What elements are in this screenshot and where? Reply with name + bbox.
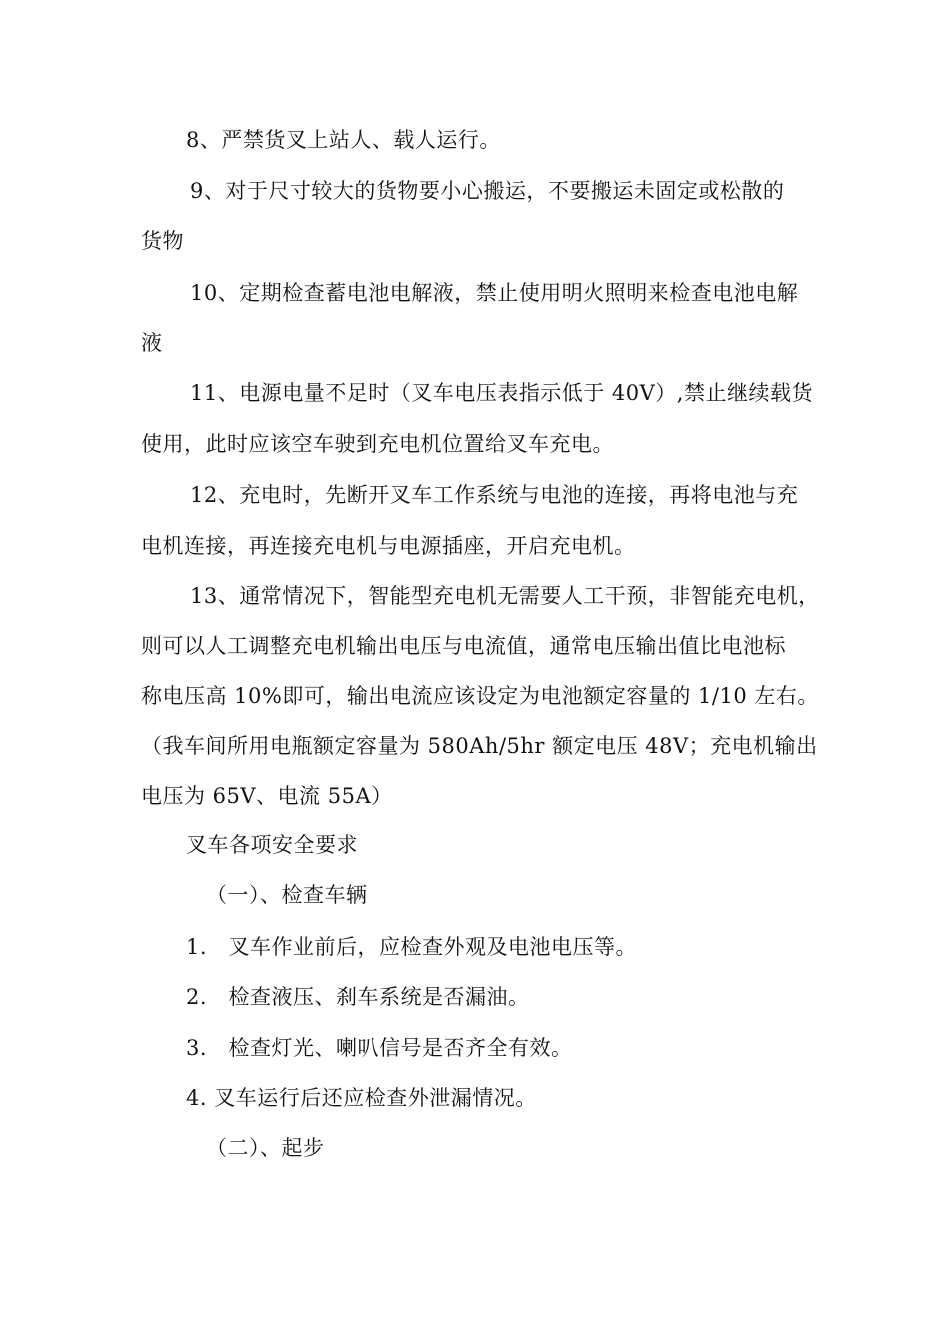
item-12-line-2: 电机连接，再连接充电机与电源插座，开启充电机。 <box>141 534 636 558</box>
item-13-line-5: 电压为 65V、电流 55A） <box>141 784 393 808</box>
item-13-line-1: 13、通常情况下，智能型充电机无需要人工干预，非智能充电机， <box>190 584 820 608</box>
item-10-line-1: 10、定期检查蓄电池电解液，禁止使用明火照明来检查电池电解 <box>190 281 799 305</box>
check-item-3: 3. 检查灯光、喇叭信号是否齐全有效。 <box>186 1036 573 1060</box>
subsection-check-title: （一）、检查车辆 <box>206 883 368 907</box>
item-10-line-2: 液 <box>141 331 163 355</box>
item-8: 8、严禁货叉上站人、载人运行。 <box>186 128 501 152</box>
item-11-line-2: 使用，此时应该空车驶到充电机位置给叉车充电。 <box>141 432 614 456</box>
item-9-line-1: 9、对于尺寸较大的货物要小心搬运，不要搬运未固定或松散的 <box>190 179 785 203</box>
check-item-1: 1. 叉车作业前后，应检查外观及电池电压等。 <box>186 935 638 959</box>
item-13-line-4: （我车间所用电瓶额定容量为 580Ah/5hr 额定电压 48V；充电机输出 <box>141 734 818 758</box>
item-12-line-1: 12、充电时，先断开叉车工作系统与电池的连接，再将电池与充 <box>190 483 799 507</box>
section-title: 叉车各项安全要求 <box>186 833 358 857</box>
item-13-line-2: 则可以人工调整充电机输出电压与电流值，通常电压输出值比电池标 <box>141 634 786 658</box>
item-13-line-3: 称电压高 10%即可，输出电流应该设定为电池额定容量的 1/10 左右。 <box>141 684 819 708</box>
item-9-line-2: 货物 <box>141 229 184 253</box>
check-item-2: 2. 检查液压、刹车系统是否漏油。 <box>186 985 530 1009</box>
subsection-start-title: （二）、起步 <box>206 1136 325 1160</box>
check-item-4: 4. 叉车运行后还应检查外泄漏情况。 <box>186 1086 537 1110</box>
item-11-line-1: 11、电源电量不足时（叉车电压表指示低于 40V）,禁止继续载货 <box>190 381 813 405</box>
